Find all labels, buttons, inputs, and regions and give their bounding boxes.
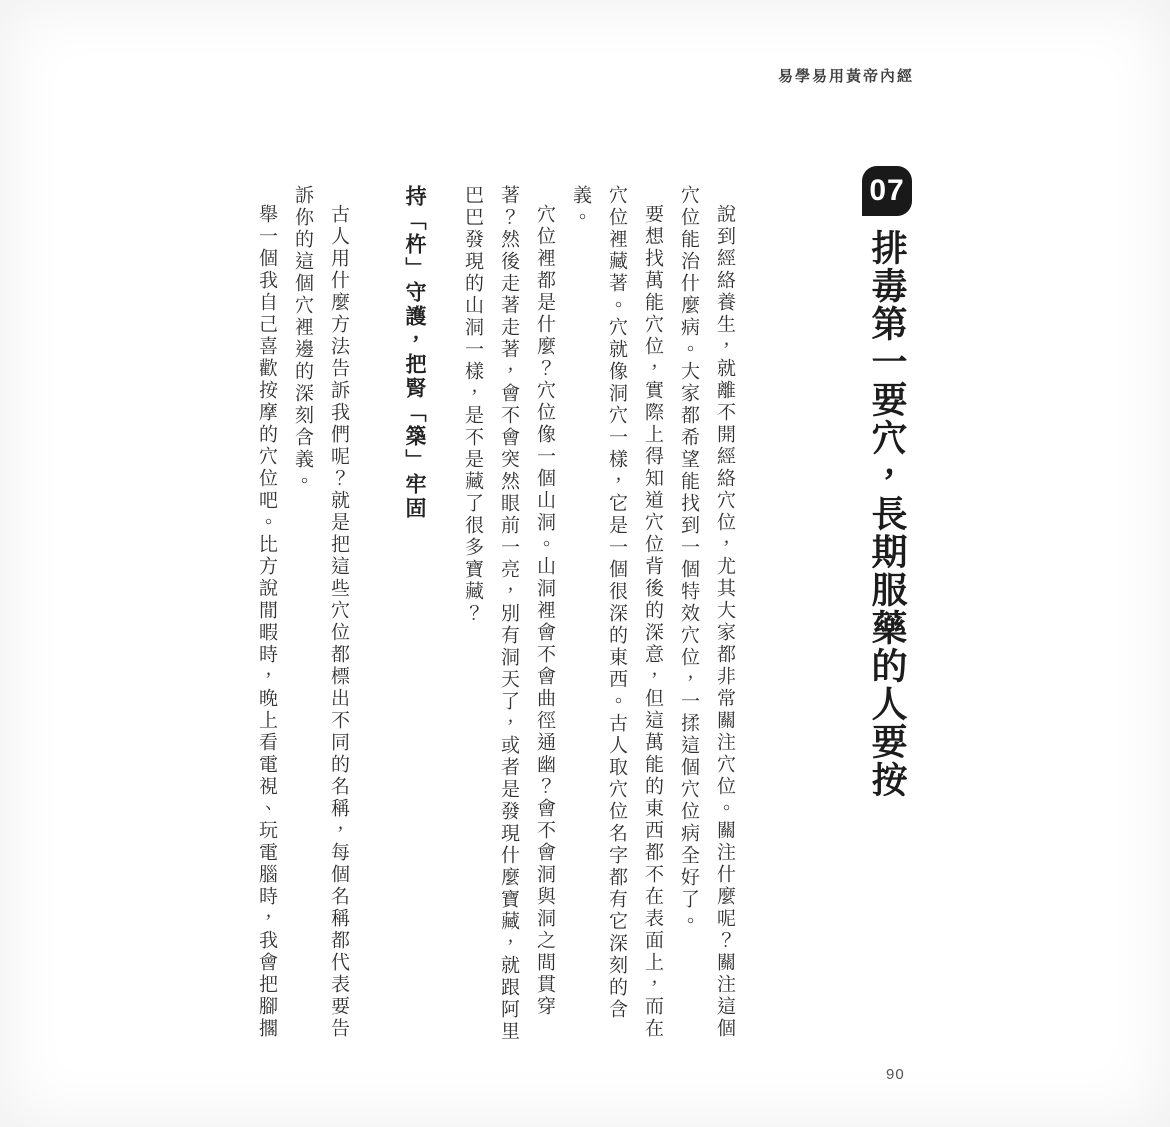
paragraph: 古人用什麼方法告訴我們呢？就是把這些穴位都標出不同的名稱，每個名稱都代表要告訴你的這個穴裡邊的深刻含義。 <box>292 185 349 1040</box>
paragraph: 穴位裡都是什麼？穴位像一個山洞。山洞裡會不會曲徑通幽？會不會洞與洞之間貫穿著？然後走著走著，會不會突然眼前一亮，別有洞天了，或者是發現什麼寶藏，就跟阿里巴巴發現的山洞一樣，是不是藏了很多寶藏？ <box>462 185 555 1043</box>
page-number: 90 <box>886 1066 905 1083</box>
chapter-title: 排毒第一要穴，長期服藥的人要按 <box>867 229 907 799</box>
page-content <box>248 166 914 1054</box>
chapter-number: 07 <box>869 174 905 207</box>
paragraph: 要想找萬能穴位，實際上得知道穴位背後的深意，但這萬能的東西都不在表面上，而在穴位裡藏著。穴就像洞穴一樣，它是一個很深的東西。古人取穴位名字都有它深刻的含義。 <box>570 185 663 1040</box>
chapter-number-badge <box>862 166 912 216</box>
body-text <box>248 166 742 1054</box>
chapter-heading <box>860 166 914 1054</box>
running-head: 易學易用黃帝內經 <box>778 68 915 85</box>
paragraph: 舉一個我自己喜歡按摩的穴位吧。比方說閒暇時，晚上看電視、玩電腦時，我會把腳擱 <box>256 204 277 1040</box>
paragraph: 說到經絡養生，就離不開經絡穴位，尤其大家都非常關注穴位。關注什麼呢？關注這個穴位能治什麼病。大家都希望能找到一個特效穴位，一揉這個穴位病全好了。 <box>678 185 735 1040</box>
subheading: 持「杵」守護，把腎「築」牢固 <box>403 185 426 521</box>
